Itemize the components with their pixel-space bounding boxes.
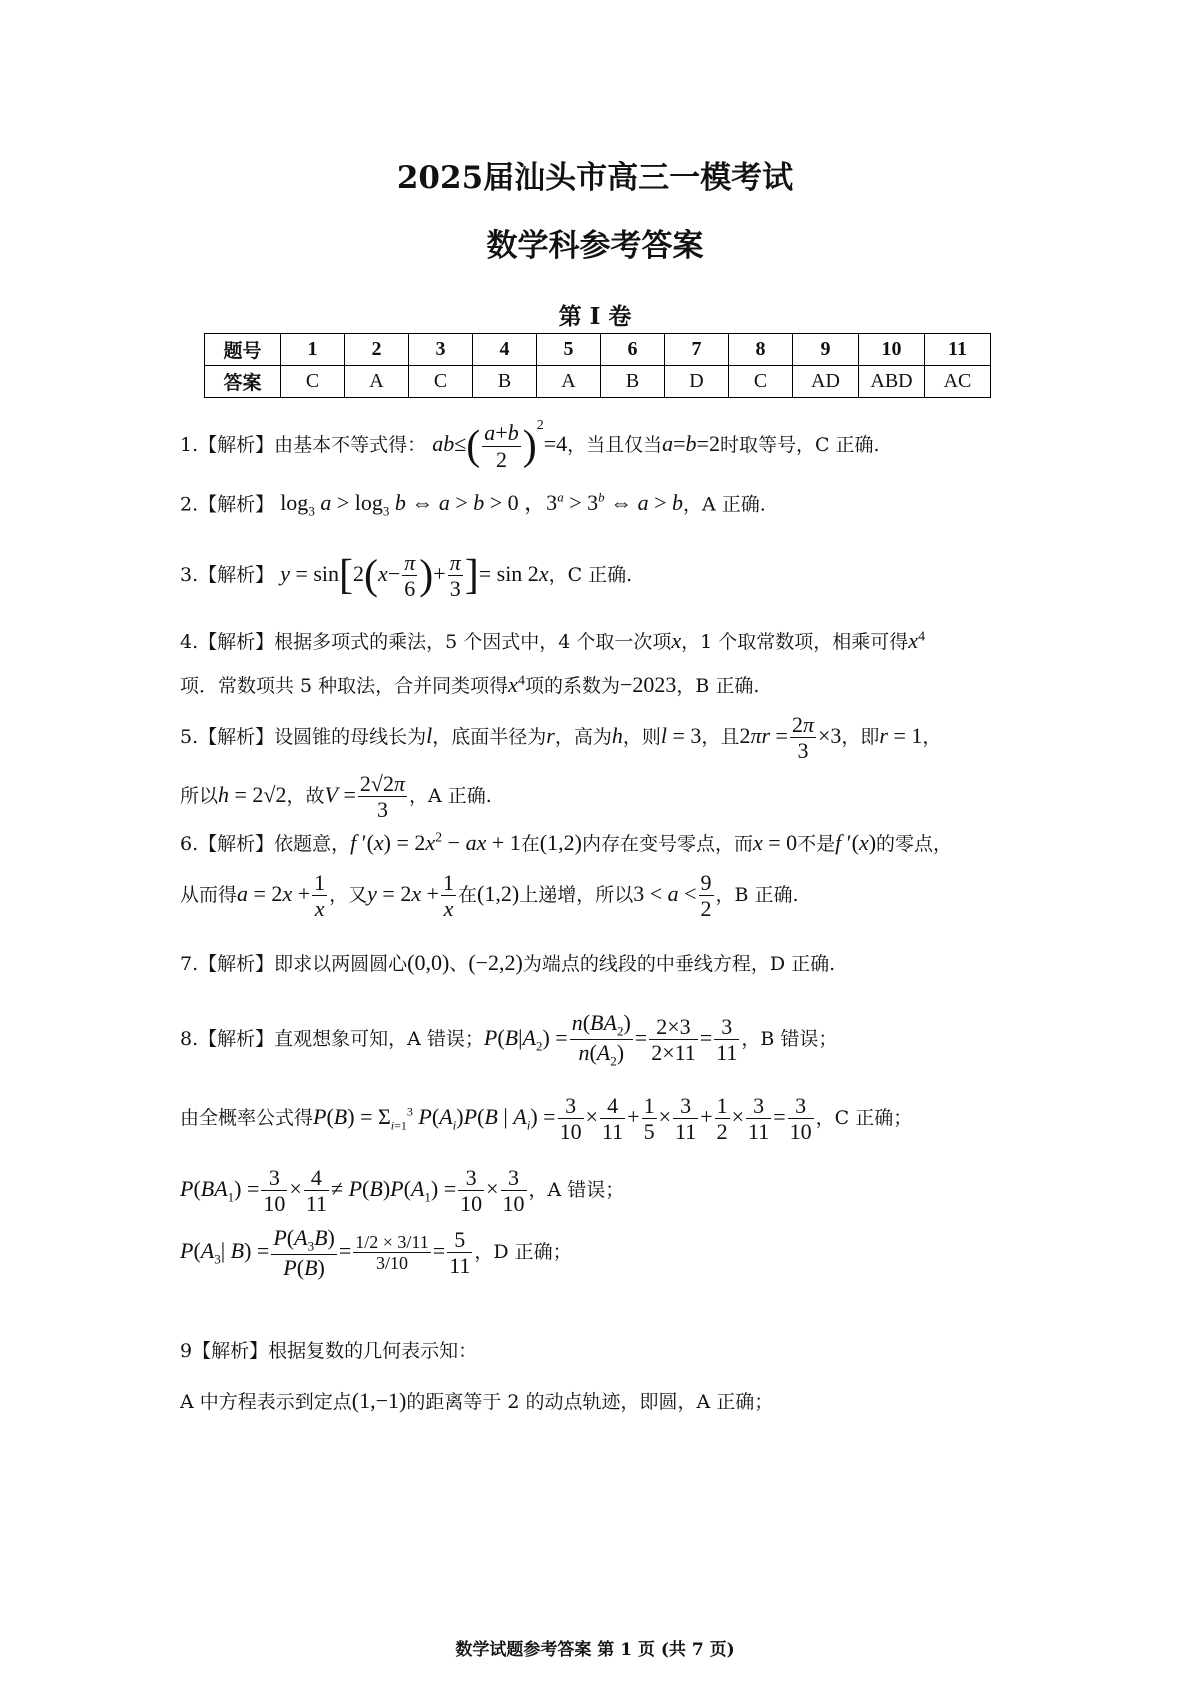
question-number: 3	[409, 334, 473, 366]
answer-cell: AC	[925, 366, 991, 398]
answer-cell: B	[601, 366, 665, 398]
math-expression: y = sin	[280, 560, 340, 586]
question-number: 1	[281, 334, 345, 366]
answer-cell: D	[665, 366, 729, 398]
question-number: 8	[729, 334, 793, 366]
answer-table-answer-row	[205, 366, 991, 398]
question-number: 2	[345, 334, 409, 366]
solution-8-line-3: $P(BA_1)$ = $\frac{3}{10}$ × $\frac{4}{11}$ ≠ $P(B)P(A_1)$ = $\frac{3}{10}$ × $\frac{3}{10}$ ，A 错误；	[180, 1165, 625, 1217]
question-number: 9	[793, 334, 859, 366]
answer-table-header-row	[205, 334, 991, 366]
solution-3: 3.【解析】 y = sin[2(x− $\frac{\pi}{6}$ )+ $\frac{\pi}{3}$ ]= sin 2x，C 正确.	[180, 550, 633, 602]
answer-cell: C	[729, 366, 793, 398]
question-number: 7	[665, 334, 729, 366]
question-number: 6	[601, 334, 665, 366]
solution-6-line-1: 6.【解析】依题意，f $'(x) = 2x^2$ − ax + 1在(1,2)内存在变号零点，而x = 0不是f ′(x)的零点，	[180, 830, 953, 855]
solution-8-line-1: 8.【解析】直观想象可知，A 错误；$P(B|A_2)$ = $\frac{n(BA_2)}{n(A_2)}$ = $\frac{2\times 3}{2\times 11}$ = $\frac{3}{11}$ ，B 错误；	[180, 1010, 838, 1069]
part-heading: 第 I 卷	[558, 303, 632, 330]
answer-cell: A	[537, 366, 601, 398]
answer-cell: C	[409, 366, 473, 398]
question-number: 5	[537, 334, 601, 366]
solution-4-line-1: 4.【解析】根据多项式的乘法，5 个因式中，4 个取一次项x，1 个取常数项，相乘可得$x^4$	[180, 628, 926, 653]
math-expression: $\log_3 a > \log_3 b$ ⇔ a > b > 0 ，$3^a > 3^b$ ⇔ a > b	[280, 490, 684, 519]
solution-1: 1.【解析】由基本不等式得： ab≤( $\frac{a+b}{2}$ )$^2$=4，当且仅当a=b=2时取等号，C 正确.	[180, 418, 880, 472]
answer-cell: A	[345, 366, 409, 398]
row-label-answer: 答案	[205, 366, 281, 398]
question-number: 11	[925, 334, 991, 366]
answer-cell: AD	[793, 366, 859, 398]
answer-cell: ABD	[859, 366, 925, 398]
page-footer: 数学试题参考答案 第 1 页 (共 7 页)	[455, 1640, 735, 1660]
solution-9-line-2: A 中方程表示到定点(1,−1)的距离等于 2 的动点轨迹，即圆，A 正确；	[180, 1388, 774, 1413]
solution-2: 2.【解析】 $\log_3 a > \log_3 b$ ⇔ a > b > 0 ，$3^a > 3^b$ ⇔ a > b，A 正确.	[180, 490, 766, 519]
solution-7: 7.【解析】即求以两圆圆心(0,0)、(−2,2)为端点的线段的中垂线方程，D 正确.	[180, 950, 836, 975]
math-fraction: $\frac{a+b}{2}$	[484, 420, 519, 472]
solution-6-line-2: 从而得a = 2x + $\frac{1}{x}$ ，又y = 2x + $\frac{1}{x}$ 在(1,2)上递增，所以3 < a < $\frac{9}{2}$ ，B 正确.	[180, 870, 799, 922]
solution-4-line-2: 项．常数项共 5 种取法，合并同类项得$x^4$项的系数为−2023，B 正确.	[180, 672, 760, 697]
answer-cell: B	[473, 366, 537, 398]
page-title: 2025届汕头市高三一模考试	[396, 160, 794, 196]
solution-9-line-1: 9【解析】根据复数的几何表示知：	[180, 1340, 478, 1362]
page-subtitle: 数学科参考答案	[486, 228, 704, 264]
row-label-number: 题号	[205, 334, 281, 366]
answer-cell: C	[281, 366, 345, 398]
solution-5-line-2: 所以h = 2√2，故V = $\frac{2√2\pi}{3}$ ，A 正确.	[180, 771, 492, 823]
question-number: 4	[473, 334, 537, 366]
question-number: 10	[859, 334, 925, 366]
solution-8-line-2: 由全概率公式得$P(B) = \Sigma_{i=1}^3$ $P(A_i)P(B$ | $A_i$) = $\frac{3}{10}$ × $\frac{4}{11}$ + $\frac{1}{5}$ × $\frac{3}{11}$ + $\frac{1}{2}$ × $\frac{3}{11}$ = $\frac{3}{10}$ ，C 正确；	[180, 1093, 913, 1145]
math-expression: ab	[432, 431, 455, 456]
answer-table	[204, 333, 991, 398]
solution-5-line-1: 5.【解析】设圆锥的母线长为l，底面半径为r，高为h，则l = 3，且2πr = $\frac{2\pi}{3}$ ×3，即r = 1，	[180, 712, 942, 764]
solution-8-line-4: $P(A_3|$ B) = $\frac{P(A_3B)}{P(B)}$ = $\frac{1/2 \times 3/11}{3/10}$ = $\frac{5}{11}$ ，D 正确；	[180, 1225, 572, 1281]
